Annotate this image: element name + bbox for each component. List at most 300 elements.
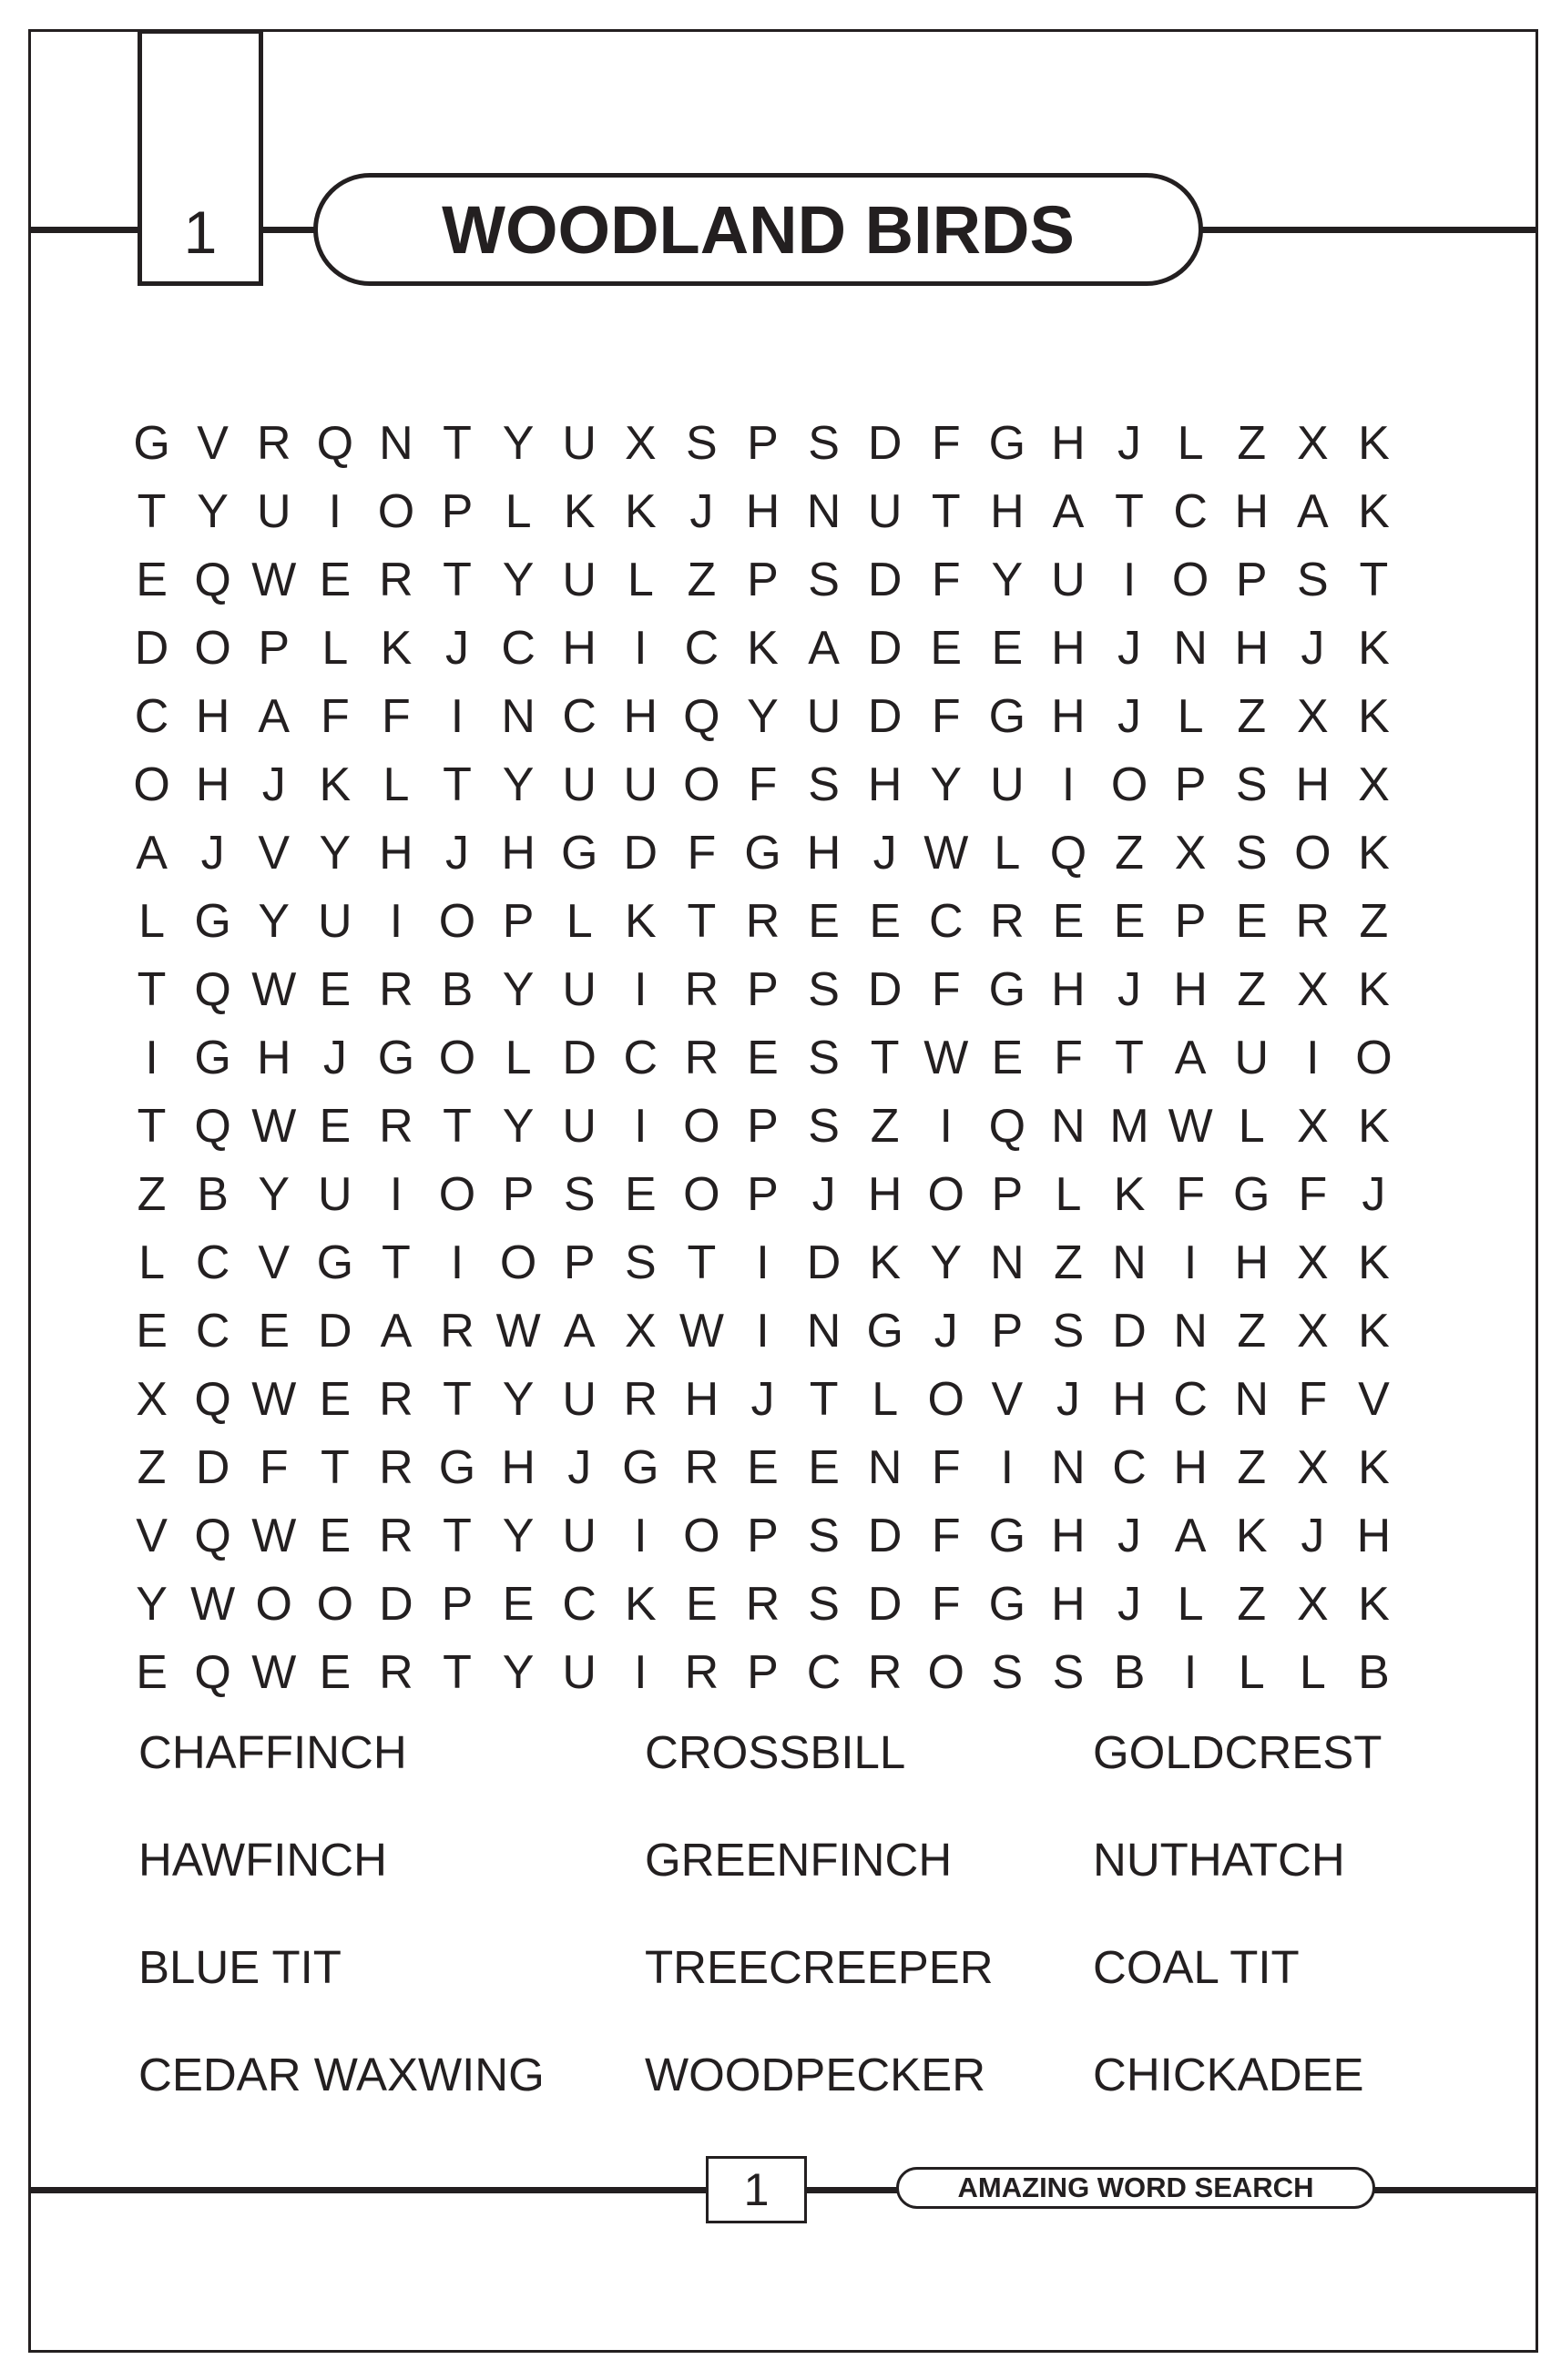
grid-letter[interactable]: H: [1051, 963, 1086, 1016]
grid-letter[interactable]: Y: [502, 417, 535, 470]
grid-letter[interactable]: G: [560, 827, 598, 880]
grid-letter[interactable]: U: [562, 1646, 597, 1699]
grid-letter[interactable]: F: [1054, 1032, 1083, 1084]
grid-letter[interactable]: R: [684, 1032, 719, 1084]
grid-letter[interactable]: R: [379, 1646, 413, 1699]
grid-letter[interactable]: S: [808, 963, 840, 1016]
grid-letter[interactable]: C: [134, 690, 169, 743]
grid-letter[interactable]: I: [1183, 1236, 1198, 1289]
grid-letter[interactable]: K: [1358, 1305, 1390, 1358]
grid-letter[interactable]: W: [1168, 1100, 1213, 1153]
grid-letter[interactable]: Z: [1237, 417, 1267, 470]
grid-letter[interactable]: C: [806, 1646, 842, 1699]
grid-letter[interactable]: R: [379, 1441, 413, 1494]
grid-letter[interactable]: N: [501, 690, 536, 743]
grid-letter[interactable]: E: [1113, 895, 1146, 948]
grid-letter[interactable]: R: [440, 1305, 474, 1358]
grid-letter[interactable]: P: [747, 417, 779, 470]
grid-letter[interactable]: X: [1358, 758, 1390, 811]
grid-letter[interactable]: U: [562, 554, 597, 606]
grid-letter[interactable]: K: [319, 758, 352, 811]
grid-letter[interactable]: G: [133, 417, 170, 470]
grid-letter[interactable]: L: [505, 485, 532, 538]
grid-letter[interactable]: S: [808, 1032, 840, 1084]
grid-letter[interactable]: H: [1051, 417, 1086, 470]
grid-letter[interactable]: I: [634, 622, 648, 675]
grid-letter[interactable]: W: [495, 1305, 541, 1358]
grid-letter[interactable]: Q: [194, 554, 231, 606]
grid-letter[interactable]: U: [562, 1510, 597, 1562]
grid-letter[interactable]: Y: [502, 1373, 535, 1426]
grid-letter[interactable]: F: [1298, 1168, 1328, 1221]
grid-letter[interactable]: I: [634, 963, 648, 1016]
grid-letter[interactable]: N: [867, 1441, 903, 1494]
grid-letter[interactable]: P: [502, 895, 535, 948]
grid-letter[interactable]: O: [1294, 827, 1331, 880]
grid-letter[interactable]: G: [988, 690, 1026, 743]
grid-letter[interactable]: R: [990, 895, 1025, 948]
grid-letter[interactable]: C: [562, 1578, 597, 1631]
grid-letter[interactable]: R: [684, 963, 719, 1016]
grid-letter[interactable]: D: [318, 1305, 352, 1358]
grid-letter[interactable]: R: [745, 895, 780, 948]
grid-letter[interactable]: F: [1298, 1373, 1328, 1426]
grid-letter[interactable]: S: [1235, 758, 1268, 811]
grid-letter[interactable]: K: [1358, 622, 1390, 675]
grid-letter[interactable]: K: [1358, 1441, 1390, 1494]
grid-letter[interactable]: P: [1174, 895, 1207, 948]
grid-letter[interactable]: Q: [316, 417, 354, 470]
grid-letter[interactable]: T: [320, 1441, 350, 1494]
grid-letter[interactable]: K: [624, 1578, 657, 1631]
grid-letter[interactable]: I: [1183, 1646, 1198, 1699]
grid-letter[interactable]: Z: [1237, 1441, 1267, 1494]
grid-letter[interactable]: I: [450, 1236, 464, 1289]
grid-letter[interactable]: T: [809, 1373, 839, 1426]
grid-letter[interactable]: Y: [502, 963, 535, 1016]
grid-letter[interactable]: R: [379, 1100, 413, 1153]
grid-letter[interactable]: J: [1117, 622, 1142, 675]
grid-letter[interactable]: S: [1296, 554, 1329, 606]
grid-letter[interactable]: P: [1174, 758, 1207, 811]
grid-letter[interactable]: F: [687, 827, 717, 880]
grid-letter[interactable]: H: [562, 622, 597, 675]
grid-letter[interactable]: B: [1113, 1646, 1146, 1699]
grid-letter[interactable]: P: [747, 1100, 779, 1153]
grid-letter[interactable]: W: [251, 963, 297, 1016]
grid-letter[interactable]: C: [928, 895, 964, 948]
grid-letter[interactable]: J: [1117, 963, 1142, 1016]
grid-letter[interactable]: Z: [1237, 1305, 1267, 1358]
grid-letter[interactable]: Y: [136, 1578, 168, 1631]
grid-letter[interactable]: W: [251, 1510, 297, 1562]
grid-letter[interactable]: R: [379, 554, 413, 606]
grid-letter[interactable]: Q: [194, 1646, 231, 1699]
grid-letter[interactable]: O: [438, 895, 476, 948]
grid-letter[interactable]: T: [687, 1236, 717, 1289]
grid-letter[interactable]: K: [563, 485, 596, 538]
grid-letter[interactable]: U: [623, 758, 658, 811]
grid-letter[interactable]: G: [988, 1578, 1026, 1631]
grid-letter[interactable]: L: [1238, 1100, 1265, 1153]
grid-letter[interactable]: G: [194, 895, 231, 948]
grid-letter[interactable]: K: [624, 895, 657, 948]
grid-letter[interactable]: C: [623, 1032, 658, 1084]
grid-letter[interactable]: A: [380, 1305, 413, 1358]
grid-letter[interactable]: X: [1296, 690, 1329, 743]
grid-letter[interactable]: C: [195, 1305, 230, 1358]
grid-letter[interactable]: Q: [683, 690, 720, 743]
grid-letter[interactable]: T: [443, 1646, 472, 1699]
grid-letter[interactable]: P: [991, 1168, 1024, 1221]
grid-letter[interactable]: H: [195, 758, 230, 811]
grid-letter[interactable]: G: [1233, 1168, 1270, 1221]
grid-letter[interactable]: G: [622, 1441, 659, 1494]
grid-letter[interactable]: K: [380, 622, 413, 675]
grid-letter[interactable]: A: [1174, 1510, 1207, 1562]
grid-letter[interactable]: J: [1117, 1578, 1142, 1631]
grid-letter[interactable]: F: [931, 1578, 961, 1631]
grid-letter[interactable]: N: [806, 485, 842, 538]
grid-letter[interactable]: C: [562, 690, 597, 743]
grid-letter[interactable]: X: [1296, 417, 1329, 470]
grid-letter[interactable]: S: [1235, 827, 1268, 880]
grid-letter[interactable]: Q: [194, 963, 231, 1016]
grid-letter[interactable]: F: [320, 690, 350, 743]
grid-letter[interactable]: X: [1296, 1441, 1329, 1494]
grid-letter[interactable]: J: [200, 827, 225, 880]
grid-letter[interactable]: P: [502, 1168, 535, 1221]
grid-letter[interactable]: P: [258, 622, 291, 675]
grid-letter[interactable]: U: [1234, 1032, 1270, 1084]
grid-letter[interactable]: L: [566, 895, 593, 948]
grid-letter[interactable]: R: [379, 1510, 413, 1562]
grid-letter[interactable]: P: [1235, 554, 1268, 606]
grid-letter[interactable]: E: [319, 1646, 352, 1699]
grid-letter[interactable]: I: [1061, 758, 1076, 811]
grid-letter[interactable]: U: [562, 1373, 597, 1426]
grid-letter[interactable]: I: [756, 1305, 770, 1358]
grid-letter[interactable]: S: [808, 554, 840, 606]
grid-letter[interactable]: X: [624, 1305, 657, 1358]
grid-letter[interactable]: C: [684, 622, 719, 675]
grid-letter[interactable]: H: [1234, 622, 1270, 675]
grid-letter[interactable]: R: [379, 1373, 413, 1426]
grid-letter[interactable]: T: [443, 1373, 472, 1426]
grid-letter[interactable]: P: [441, 485, 474, 538]
grid-letter[interactable]: N: [1112, 1236, 1147, 1289]
grid-letter[interactable]: T: [382, 1236, 411, 1289]
grid-letter[interactable]: O: [683, 1510, 720, 1562]
grid-letter[interactable]: Y: [502, 1100, 535, 1153]
grid-letter[interactable]: D: [195, 1441, 230, 1494]
grid-letter[interactable]: E: [319, 1100, 352, 1153]
grid-letter[interactable]: O: [927, 1373, 964, 1426]
grid-letter[interactable]: Q: [194, 1373, 231, 1426]
grid-letter[interactable]: V: [1358, 1373, 1390, 1426]
grid-letter[interactable]: Z: [1054, 1236, 1083, 1289]
grid-letter[interactable]: I: [389, 1168, 403, 1221]
grid-letter[interactable]: T: [443, 1100, 472, 1153]
grid-letter[interactable]: B: [197, 1168, 229, 1221]
grid-letter[interactable]: C: [1173, 485, 1208, 538]
grid-letter[interactable]: D: [806, 1236, 842, 1289]
grid-letter[interactable]: K: [1113, 1168, 1146, 1221]
grid-letter[interactable]: G: [316, 1236, 354, 1289]
grid-letter[interactable]: G: [988, 963, 1026, 1016]
grid-letter[interactable]: D: [867, 1510, 903, 1562]
grid-letter[interactable]: A: [1296, 485, 1329, 538]
grid-letter[interactable]: D: [379, 1578, 413, 1631]
grid-letter[interactable]: J: [445, 622, 470, 675]
grid-letter[interactable]: P: [747, 963, 779, 1016]
grid-letter[interactable]: H: [1051, 1510, 1086, 1562]
grid-letter[interactable]: G: [438, 1441, 476, 1494]
grid-letter[interactable]: S: [808, 417, 840, 470]
grid-letter[interactable]: H: [1051, 1578, 1086, 1631]
grid-letter[interactable]: W: [251, 1100, 297, 1153]
grid-letter[interactable]: O: [499, 1236, 537, 1289]
grid-letter[interactable]: J: [1301, 1510, 1325, 1562]
grid-letter[interactable]: Y: [747, 690, 779, 743]
grid-letter[interactable]: D: [867, 690, 903, 743]
grid-letter[interactable]: O: [438, 1168, 476, 1221]
grid-letter[interactable]: L: [1055, 1168, 1082, 1221]
grid-letter[interactable]: Z: [1359, 895, 1389, 948]
grid-letter[interactable]: D: [867, 963, 903, 1016]
grid-letter[interactable]: R: [379, 963, 413, 1016]
grid-letter[interactable]: S: [1052, 1646, 1085, 1699]
grid-letter[interactable]: I: [1122, 554, 1137, 606]
grid-letter[interactable]: E: [502, 1578, 535, 1631]
grid-letter[interactable]: C: [195, 1236, 230, 1289]
grid-letter[interactable]: G: [866, 1305, 903, 1358]
grid-letter[interactable]: R: [745, 1578, 780, 1631]
grid-letter[interactable]: E: [319, 963, 352, 1016]
grid-letter[interactable]: L: [1299, 1646, 1326, 1699]
grid-letter[interactable]: B: [1358, 1646, 1390, 1699]
grid-letter[interactable]: T: [137, 1100, 167, 1153]
grid-letter[interactable]: M: [1109, 1100, 1149, 1153]
grid-letter[interactable]: T: [443, 554, 472, 606]
grid-letter[interactable]: B: [441, 963, 474, 1016]
grid-letter[interactable]: O: [377, 485, 415, 538]
grid-letter[interactable]: J: [1362, 1168, 1386, 1221]
grid-letter[interactable]: H: [867, 758, 903, 811]
grid-letter[interactable]: W: [251, 1373, 297, 1426]
grid-letter[interactable]: G: [988, 1510, 1026, 1562]
grid-letter[interactable]: S: [1052, 1305, 1085, 1358]
grid-letter[interactable]: R: [684, 1646, 719, 1699]
grid-letter[interactable]: O: [683, 1168, 720, 1221]
grid-letter[interactable]: L: [1177, 1578, 1204, 1631]
grid-letter[interactable]: J: [567, 1441, 592, 1494]
grid-letter[interactable]: E: [319, 554, 352, 606]
grid-letter[interactable]: H: [684, 1373, 719, 1426]
grid-letter[interactable]: K: [1358, 1236, 1390, 1289]
grid-letter[interactable]: U: [562, 758, 597, 811]
grid-letter[interactable]: S: [624, 1236, 657, 1289]
grid-letter[interactable]: R: [1295, 895, 1331, 948]
grid-letter[interactable]: E: [930, 622, 963, 675]
grid-letter[interactable]: S: [991, 1646, 1024, 1699]
grid-letter[interactable]: J: [1301, 622, 1325, 675]
grid-letter[interactable]: T: [443, 1510, 472, 1562]
grid-letter[interactable]: F: [259, 1441, 289, 1494]
grid-letter[interactable]: K: [1358, 417, 1390, 470]
grid-letter[interactable]: N: [806, 1305, 842, 1358]
grid-letter[interactable]: U: [562, 1100, 597, 1153]
grid-letter[interactable]: F: [931, 554, 961, 606]
grid-letter[interactable]: J: [750, 1373, 775, 1426]
grid-letter[interactable]: L: [872, 1373, 899, 1426]
grid-letter[interactable]: U: [256, 485, 291, 538]
grid-letter[interactable]: O: [1355, 1032, 1393, 1084]
grid-letter[interactable]: L: [1177, 690, 1204, 743]
grid-letter[interactable]: O: [438, 1032, 476, 1084]
grid-letter[interactable]: E: [136, 1646, 168, 1699]
grid-letter[interactable]: H: [1112, 1373, 1147, 1426]
grid-letter[interactable]: Y: [258, 1168, 291, 1221]
grid-letter[interactable]: K: [1358, 1100, 1390, 1153]
grid-letter[interactable]: Y: [930, 758, 963, 811]
grid-letter[interactable]: Q: [194, 1100, 231, 1153]
grid-letter[interactable]: S: [808, 1510, 840, 1562]
grid-letter[interactable]: H: [195, 690, 230, 743]
grid-letter[interactable]: X: [624, 417, 657, 470]
grid-letter[interactable]: K: [1358, 485, 1390, 538]
grid-letter[interactable]: K: [1358, 827, 1390, 880]
grid-letter[interactable]: Y: [502, 554, 535, 606]
grid-letter[interactable]: J: [1117, 417, 1142, 470]
grid-letter[interactable]: X: [1296, 1578, 1329, 1631]
grid-letter[interactable]: A: [563, 1305, 596, 1358]
grid-letter[interactable]: O: [927, 1168, 964, 1221]
grid-letter[interactable]: H: [806, 827, 842, 880]
grid-letter[interactable]: P: [747, 554, 779, 606]
grid-letter[interactable]: Z: [137, 1168, 167, 1221]
grid-letter[interactable]: L: [627, 554, 654, 606]
grid-letter[interactable]: K: [869, 1236, 902, 1289]
grid-letter[interactable]: J: [445, 827, 470, 880]
grid-letter[interactable]: O: [683, 1100, 720, 1153]
grid-letter[interactable]: F: [931, 963, 961, 1016]
grid-letter[interactable]: E: [686, 1578, 718, 1631]
grid-letter[interactable]: R: [684, 1441, 719, 1494]
grid-letter[interactable]: Q: [1049, 827, 1087, 880]
grid-letter[interactable]: H: [1051, 622, 1086, 675]
grid-letter[interactable]: L: [1238, 1646, 1265, 1699]
grid-letter[interactable]: E: [136, 554, 168, 606]
grid-letter[interactable]: H: [256, 1032, 291, 1084]
grid-letter[interactable]: U: [990, 758, 1025, 811]
grid-letter[interactable]: D: [867, 554, 903, 606]
grid-letter[interactable]: P: [747, 1168, 779, 1221]
grid-letter[interactable]: O: [683, 758, 720, 811]
grid-letter[interactable]: H: [501, 827, 536, 880]
grid-letter[interactable]: J: [1056, 1373, 1080, 1426]
grid-letter[interactable]: S: [808, 758, 840, 811]
grid-letter[interactable]: Y: [502, 1646, 535, 1699]
grid-letter[interactable]: H: [1356, 1510, 1392, 1562]
grid-letter[interactable]: E: [808, 895, 840, 948]
grid-letter[interactable]: D: [134, 622, 169, 675]
grid-letter[interactable]: E: [319, 1510, 352, 1562]
grid-letter[interactable]: U: [318, 895, 352, 948]
grid-letter[interactable]: S: [686, 417, 718, 470]
grid-letter[interactable]: F: [931, 690, 961, 743]
grid-letter[interactable]: Y: [197, 485, 229, 538]
grid-letter[interactable]: O: [1110, 758, 1148, 811]
grid-letter[interactable]: Y: [258, 895, 291, 948]
grid-letter[interactable]: W: [923, 827, 969, 880]
grid-letter[interactable]: K: [1235, 1510, 1268, 1562]
grid-letter[interactable]: X: [1296, 1100, 1329, 1153]
grid-letter[interactable]: Z: [870, 1100, 900, 1153]
grid-letter[interactable]: T: [443, 417, 472, 470]
grid-letter[interactable]: G: [377, 1032, 415, 1084]
grid-letter[interactable]: D: [1112, 1305, 1147, 1358]
grid-letter[interactable]: H: [379, 827, 413, 880]
grid-letter[interactable]: E: [258, 1305, 291, 1358]
grid-letter[interactable]: L: [321, 622, 349, 675]
grid-letter[interactable]: P: [747, 1510, 779, 1562]
grid-letter[interactable]: K: [624, 485, 657, 538]
grid-letter[interactable]: P: [747, 1646, 779, 1699]
grid-letter[interactable]: K: [1358, 690, 1390, 743]
grid-letter[interactable]: R: [623, 1373, 658, 1426]
grid-letter[interactable]: E: [1052, 895, 1085, 948]
grid-letter[interactable]: H: [745, 485, 780, 538]
grid-letter[interactable]: Q: [988, 1100, 1026, 1153]
grid-letter[interactable]: T: [443, 758, 472, 811]
grid-letter[interactable]: H: [501, 1441, 536, 1494]
grid-letter[interactable]: U: [562, 417, 597, 470]
grid-letter[interactable]: W: [190, 1578, 236, 1631]
grid-letter[interactable]: U: [318, 1168, 352, 1221]
grid-letter[interactable]: S: [563, 1168, 596, 1221]
grid-letter[interactable]: L: [505, 1032, 532, 1084]
grid-letter[interactable]: A: [136, 827, 168, 880]
grid-letter[interactable]: R: [256, 417, 291, 470]
grid-letter[interactable]: H: [1295, 758, 1331, 811]
grid-letter[interactable]: G: [744, 827, 781, 880]
grid-letter[interactable]: H: [990, 485, 1025, 538]
grid-letter[interactable]: Z: [1237, 690, 1267, 743]
grid-letter[interactable]: Z: [1237, 1578, 1267, 1631]
grid-letter[interactable]: A: [258, 690, 291, 743]
grid-letter[interactable]: D: [623, 827, 658, 880]
grid-letter[interactable]: U: [806, 690, 842, 743]
grid-letter[interactable]: N: [1173, 1305, 1208, 1358]
grid-letter[interactable]: H: [867, 1168, 903, 1221]
grid-letter[interactable]: O: [133, 758, 170, 811]
grid-letter[interactable]: F: [931, 1510, 961, 1562]
grid-letter[interactable]: I: [1306, 1032, 1320, 1084]
grid-letter[interactable]: J: [934, 1305, 958, 1358]
grid-letter[interactable]: T: [931, 485, 961, 538]
grid-letter[interactable]: R: [867, 1646, 903, 1699]
grid-letter[interactable]: N: [1051, 1100, 1086, 1153]
grid-letter[interactable]: L: [1177, 417, 1204, 470]
grid-letter[interactable]: P: [991, 1305, 1024, 1358]
grid-letter[interactable]: A: [1174, 1032, 1207, 1084]
grid-letter[interactable]: I: [939, 1100, 953, 1153]
grid-letter[interactable]: N: [1173, 622, 1208, 675]
grid-letter[interactable]: P: [441, 1578, 474, 1631]
grid-letter[interactable]: K: [1358, 963, 1390, 1016]
grid-letter[interactable]: O: [194, 622, 231, 675]
